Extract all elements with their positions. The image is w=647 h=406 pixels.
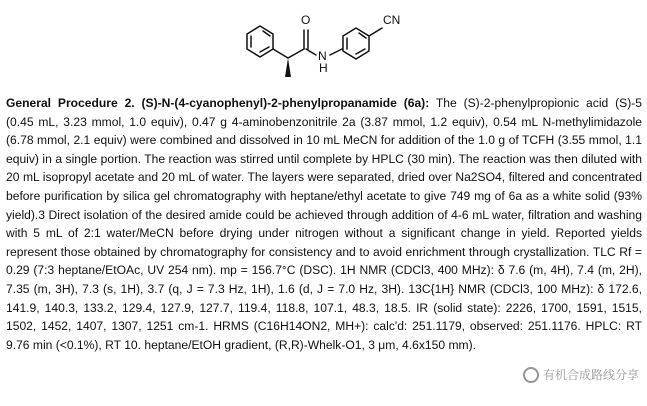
bond-ring-chiral bbox=[273, 49, 288, 58]
nitrogen-label: N bbox=[318, 49, 327, 63]
procedure-paragraph bbox=[6, 94, 642, 354]
chemical-structure-figure bbox=[0, 0, 647, 92]
bond-carbonyl-nitrogen bbox=[306, 49, 316, 55]
oxygen-label: O bbox=[301, 13, 311, 27]
procedure-heading: General Procedure 2. (S)-N-(4-cyanophenyl)-2-phenylpropanamide (6a): bbox=[6, 96, 430, 110]
watermark-text: 有机合成路线分享 bbox=[542, 368, 639, 382]
structure-drawing bbox=[0, 0, 647, 92]
bond-nitrogen-ring bbox=[330, 49, 342, 55]
bond-ring-nitrile bbox=[369, 28, 382, 36]
nitrile-label: CN bbox=[383, 13, 401, 27]
bond-chiral-carbonyl bbox=[288, 49, 304, 58]
hydrogen-label: H bbox=[319, 61, 328, 75]
watermark bbox=[523, 366, 639, 383]
watermark-logo-icon bbox=[523, 367, 539, 383]
methyl-wedge-bond bbox=[285, 58, 291, 77]
procedure-tail: heptane/EtOH gradient, (R,R)-Whelk-O1, 3 μm, 4.6x150 mm). bbox=[144, 337, 476, 352]
procedure-body: The (S)-2-phenylpropionic acid (S)-5 (0.45 mL, 3.23 mmol, 1.0 equiv), 0.47 g 4-aminobenzonitrile 2a (3.87 mmol, 1.2 equiv), 0.54 mL N-methylimidazole (6.78 mmol, 2.1 equiv) were combined and dissolved in 10 mL MeCN for addition of the 1.0 g of TCFH (3.55 mmol, 1.1 equiv) in a single portion. The reaction was stirred until complete by HPLC (30 min). The reaction was then diluted with 20 mL isopropyl acetate and 20 mL of water. The layers were separated, dried over Na2SO4, filtered and concentrated before purification by silica gel chromatography with heptane/ethyl acetate to give 749 mg of 6a as a white solid (93% yield).3 Direct isolation of the desired amide could be achieved through addition of 4-6 mL water, filtration and washing with 5 mL of 2:1 water/MeCN before drying under nitrogen without a significant change in yield. Reported yields represent those obtained by chromatography for consistency and to avoid enrichment through crystallization. TLC Rf = 0.29 (7:3 heptane/EtOAc, UV 254 nm). mp = 156.7°C (DSC). 1H NMR (CDCl3, 400 MHz): δ 7.6 (m, 4H), 7.4 (m, 2H), 7.35 (m, 3H), 7.3 (s, 1H), 3.7 (q, J = 7.3 Hz, 1H), 1.6 (d, J = 7.0 Hz, 3H). 13C{1H} NMR (CDCl3, 100 MHz): δ 172.6, 141.9, 140.3, 133.2, 129.4, 127.9, 127.7, 119.4, 118.8, 107.1, 48.3, 18.5. IR (solid state): 2226, 1700, 1591, 1515, 1502, 1452, 1407, 1307, 1251 cm-1. HRMS (C16H14ON2, MH+): calc'd: 251.1179, observed: 251.1176. HPLC: RT 9.76 min (<0.1%), RT 10. bbox=[6, 96, 642, 352]
